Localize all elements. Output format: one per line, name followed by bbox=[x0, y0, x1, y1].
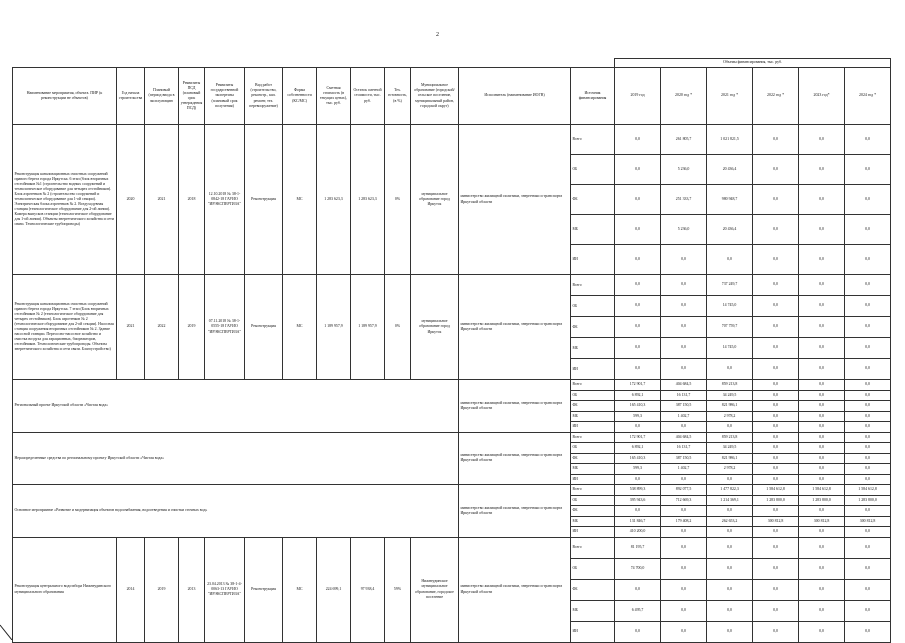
funding-source-cell: Всего bbox=[571, 275, 615, 296]
funding-value-cell: 0,0 bbox=[799, 527, 845, 538]
funding-value-cell: 0,0 bbox=[799, 474, 845, 485]
funding-value-cell: 0,0 bbox=[845, 432, 891, 443]
funding-value-cell: 74 700,0 bbox=[615, 558, 661, 579]
col-header: Исполнитель (наименование ИОГВ) bbox=[459, 68, 571, 125]
funding-value-cell: 300 812,8 bbox=[753, 516, 799, 527]
funding-value-cell: 0,0 bbox=[845, 359, 891, 380]
summary-row bbox=[13, 380, 891, 391]
funding-value-cell: 0,0 bbox=[753, 537, 799, 558]
funding-value-cell: 0,0 bbox=[753, 558, 799, 579]
funding-value-cell: 0,0 bbox=[661, 359, 707, 380]
funding-value-cell: 892 077,5 bbox=[661, 485, 707, 496]
funding-value-cell: 0,0 bbox=[845, 621, 891, 642]
funding-value-cell: 2 978,2 bbox=[707, 411, 753, 422]
funding-value-cell: 1 283 800,0 bbox=[753, 495, 799, 506]
col-header: Тех. готовность, (в %) bbox=[385, 68, 411, 125]
funding-value-cell: 0,0 bbox=[845, 401, 891, 412]
funding-value-cell: 165 410,3 bbox=[615, 401, 661, 412]
funding-value-cell: 1 214 369,1 bbox=[707, 495, 753, 506]
funding-value-cell: 859 213,8 bbox=[707, 380, 753, 391]
funding-value-cell: 0,0 bbox=[615, 215, 661, 245]
funding-value-cell: 0,0 bbox=[753, 579, 799, 600]
funding-value-cell: 2 978,2 bbox=[707, 464, 753, 475]
remaining-cost-cell: 1 283 623,3 bbox=[351, 125, 385, 275]
funding-value-cell: 261 805,7 bbox=[661, 125, 707, 155]
funding-value-cell: 179 408,2 bbox=[661, 516, 707, 527]
funding-value-cell: 34 249,5 bbox=[707, 443, 753, 454]
ownership-cell: МС bbox=[283, 125, 317, 275]
funding-value-cell: 387 150,5 bbox=[661, 401, 707, 412]
funding-value-cell: 0,0 bbox=[845, 474, 891, 485]
funding-source-cell: ФБ bbox=[571, 579, 615, 600]
executor-cell: министерство жилищной политики, энергетики и транспорта Иркутской области bbox=[459, 275, 571, 380]
funding-value-cell: 0,0 bbox=[799, 558, 845, 579]
funding-value-cell: 0,0 bbox=[753, 185, 799, 215]
funding-value-cell: 0,0 bbox=[845, 317, 891, 338]
funding-value-cell: 0,0 bbox=[615, 317, 661, 338]
funding-value-cell: 404 684,5 bbox=[661, 380, 707, 391]
executor-cell: министерство жилищной политики, энергетики и транспорта Иркутской области bbox=[459, 125, 571, 275]
funding-value-cell: 0,0 bbox=[799, 464, 845, 475]
funding-value-cell: 1 021 821,5 bbox=[707, 125, 753, 155]
funding-value-cell: 0,0 bbox=[615, 621, 661, 642]
funding-value-cell: 0,0 bbox=[753, 155, 799, 185]
expertise-cell: 23.04.2013 № 38-1-4-0063-13 ГАУИО "ИРЭКСПЕРТИЗА" bbox=[205, 537, 245, 642]
ownership-cell: МС bbox=[283, 537, 317, 642]
funding-value-cell: 16 131,7 bbox=[661, 443, 707, 454]
funding-value-cell: 0,0 bbox=[845, 275, 891, 296]
funding-value-cell: 6 892,1 bbox=[615, 390, 661, 401]
project-name-cell: Реконструкция канализационных очистных сооружений правого берега города Иркутска. 7 этап (Блок вторичных отстойников № 2 (технологическое оборудование для четырех отстойников). Блок аэротенков № 2 (технологическое оборудование для 2-ой секции). Насосная станция сооружения вторичных отстойников № 2. Здание насосной станции. Пересосно-насосное хозяйство и очистка воздуха для аэрационных, биореакторов, отстойников. Технологические трубопроводы. Объекты энергетического хозяйства и сети связи. Благоустройство) bbox=[13, 275, 117, 380]
year-header: 2021 год * bbox=[707, 68, 753, 125]
funding-value-cell: 0,0 bbox=[707, 422, 753, 433]
funding-value-cell: 0,0 bbox=[799, 453, 845, 464]
funding-source-cell: Всего bbox=[571, 537, 615, 558]
table-row bbox=[13, 537, 891, 558]
funding-value-cell: 0,0 bbox=[753, 390, 799, 401]
psd-cell: 2018 bbox=[179, 125, 205, 275]
funding-value-cell: 0,0 bbox=[753, 527, 799, 538]
funding-source-cell: ИИ bbox=[571, 359, 615, 380]
funding-value-cell: 0,0 bbox=[753, 125, 799, 155]
funding-value-cell: 0,0 bbox=[799, 600, 845, 621]
ownership-cell: МС bbox=[283, 275, 317, 380]
start-year-cell: 2020 bbox=[117, 125, 145, 275]
funding-source-cell: ОБ bbox=[571, 443, 615, 454]
funding-source-cell: ОБ bbox=[571, 495, 615, 506]
funding-value-cell: 599,3 bbox=[615, 464, 661, 475]
funding-value-cell: 0,0 bbox=[753, 453, 799, 464]
funding-value-cell: 34 249,5 bbox=[707, 390, 753, 401]
funding-value-cell: 0,0 bbox=[615, 155, 661, 185]
summary-name-cell: Региональный проект Иркутской области «Чистая вода» bbox=[13, 380, 459, 433]
funding-value-cell: 1 477 822,3 bbox=[707, 485, 753, 496]
funding-value-cell: 0,0 bbox=[799, 380, 845, 391]
funding-value-cell: 0,0 bbox=[661, 474, 707, 485]
executor-cell: министерство жилищной политики, энергетики и транспорта Иркутской области bbox=[459, 380, 571, 433]
funding-value-cell: 172 901,7 bbox=[615, 432, 661, 443]
funding-value-cell: 0,0 bbox=[661, 317, 707, 338]
work-type-cell: Реконструкция bbox=[245, 125, 283, 275]
funding-value-cell: 0,0 bbox=[799, 125, 845, 155]
funding-value-cell: 859 213,8 bbox=[707, 432, 753, 443]
funding-value-cell: 1 584 612,8 bbox=[753, 485, 799, 496]
col-header: Наименование мероприятия, объекта. ПИР (к реконструкции не объектов) bbox=[13, 68, 117, 125]
funding-value-cell: 251 333,7 bbox=[661, 185, 707, 215]
funding-value-cell: 1 584 612,8 bbox=[799, 485, 845, 496]
funding-value-cell: 0,0 bbox=[845, 390, 891, 401]
funding-value-cell: 821 986,1 bbox=[707, 401, 753, 412]
funding-value-cell: 0,0 bbox=[799, 621, 845, 642]
funding-value-cell: 0,0 bbox=[799, 155, 845, 185]
col-header: Остаток сметной стоимости, тыс. руб. bbox=[351, 68, 385, 125]
funding-value-cell: 0,0 bbox=[707, 558, 753, 579]
expertise-cell: 07.11.2018 № 38-1-0555-18 ГАУИО "ИРЭКСПЕРТИЗА" bbox=[205, 275, 245, 380]
funding-value-cell: 81 195,7 bbox=[615, 537, 661, 558]
funding-value-cell: 0,0 bbox=[707, 600, 753, 621]
funding-value-cell: 5 236,0 bbox=[661, 215, 707, 245]
funding-source-cell: МБ bbox=[571, 411, 615, 422]
funding-value-cell: 821 986,1 bbox=[707, 453, 753, 464]
funding-value-cell: 0,0 bbox=[615, 185, 661, 215]
funding-value-cell: 0,0 bbox=[661, 275, 707, 296]
estimated-cost-cell: 1 189 957,9 bbox=[317, 275, 351, 380]
funding-value-cell: 0,0 bbox=[615, 474, 661, 485]
funding-value-cell: 0,0 bbox=[845, 537, 891, 558]
funding-value-cell: 0,0 bbox=[753, 621, 799, 642]
funding-value-cell: 262 653,2 bbox=[707, 516, 753, 527]
funding-value-cell: 0,0 bbox=[799, 579, 845, 600]
funding-value-cell: 0,0 bbox=[799, 359, 845, 380]
funding-value-cell: 0,0 bbox=[615, 245, 661, 275]
funding-value-cell: 0,0 bbox=[845, 125, 891, 155]
work-type-cell: Реконструкция bbox=[245, 275, 283, 380]
funding-value-cell: 1 584 612,8 bbox=[845, 485, 891, 496]
table-row bbox=[13, 275, 891, 296]
funding-value-cell: 0,0 bbox=[845, 579, 891, 600]
funding-value-cell: 0,0 bbox=[799, 432, 845, 443]
municipality-cell: Нижнеудинское муниципальное образование, городское поселение bbox=[411, 537, 459, 642]
funding-source-cell: ИИ bbox=[571, 527, 615, 538]
funding-value-cell: 712 669,3 bbox=[661, 495, 707, 506]
funding-value-cell: 0,0 bbox=[845, 422, 891, 433]
funding-value-cell: 0,0 bbox=[615, 338, 661, 359]
funding-source-cell: Всего bbox=[571, 125, 615, 155]
funding-value-cell: 0,0 bbox=[661, 527, 707, 538]
funding-value-cell: 0,0 bbox=[661, 621, 707, 642]
funding-source-cell: ИИ bbox=[571, 474, 615, 485]
funding-source-cell: МБ bbox=[571, 215, 615, 245]
municipality-cell: муниципальное образование город Иркутск bbox=[411, 125, 459, 275]
funding-value-cell: 0,0 bbox=[707, 245, 753, 275]
table-body bbox=[13, 125, 891, 643]
funding-value-cell: 1 283 800,0 bbox=[845, 495, 891, 506]
funding-value-cell: 707 759,7 bbox=[707, 317, 753, 338]
funding-value-cell: 0,0 bbox=[753, 432, 799, 443]
end-year-cell: 2019 bbox=[145, 537, 179, 642]
funding-value-cell: 395 943,6 bbox=[615, 495, 661, 506]
funding-value-cell: 0,0 bbox=[799, 338, 845, 359]
year-header: 2019 год bbox=[615, 68, 661, 125]
funding-value-cell: 0,0 bbox=[753, 380, 799, 391]
funding-source-cell: ОБ bbox=[571, 558, 615, 579]
funding-value-cell: 0,0 bbox=[753, 401, 799, 412]
funding-value-cell: 0,0 bbox=[661, 422, 707, 433]
funding-value-cell: 0,0 bbox=[845, 411, 891, 422]
funding-value-cell: 0,0 bbox=[661, 600, 707, 621]
funding-value-cell: 6 495,7 bbox=[615, 600, 661, 621]
funding-value-cell: 0,0 bbox=[845, 453, 891, 464]
funding-value-cell: 0,0 bbox=[753, 422, 799, 433]
funding-value-cell: 0,0 bbox=[707, 506, 753, 517]
funding-value-cell: 0,0 bbox=[615, 422, 661, 433]
funding-value-cell: 131 846,7 bbox=[615, 516, 661, 527]
readiness-cell: 0% bbox=[385, 125, 411, 275]
funding-value-cell: 0,0 bbox=[799, 275, 845, 296]
funding-value-cell: 0,0 bbox=[707, 474, 753, 485]
funding-value-cell: 0,0 bbox=[799, 296, 845, 317]
funding-value-cell: 0,0 bbox=[707, 537, 753, 558]
estimated-cost-cell: 224 699,1 bbox=[317, 537, 351, 642]
funding-source-cell: ОБ bbox=[571, 155, 615, 185]
funding-value-cell: 20 436,4 bbox=[707, 215, 753, 245]
funding-value-cell: 0,0 bbox=[845, 443, 891, 454]
funding-source-cell: МБ bbox=[571, 600, 615, 621]
col-header: Муниципальное образование (городской/сельское поселение, муниципальный район, городской округ) bbox=[411, 68, 459, 125]
funding-value-cell: 0,0 bbox=[799, 215, 845, 245]
psd-cell: 2013 bbox=[179, 537, 205, 642]
summary-name-cell: Основное мероприятие «Развитие и модернизация объектов водоснабжения, водоотведения и очистки сточных вод» bbox=[13, 485, 459, 538]
funding-value-cell: 0,0 bbox=[661, 338, 707, 359]
funding-value-cell: 0,0 bbox=[845, 155, 891, 185]
funding-value-cell: 0,0 bbox=[845, 600, 891, 621]
funding-value-cell: 16 131,7 bbox=[661, 390, 707, 401]
funding-value-cell: 0,0 bbox=[661, 506, 707, 517]
scan-corner-mark bbox=[0, 624, 14, 640]
funding-value-cell: 0,0 bbox=[615, 275, 661, 296]
executor-cell: министерство жилищной политики, энергетики и транспорта Иркутской области bbox=[459, 432, 571, 485]
estimated-cost-cell: 1 283 623,3 bbox=[317, 125, 351, 275]
remaining-cost-cell: 97 938,4 bbox=[351, 537, 385, 642]
funding-value-cell: 165 410,3 bbox=[615, 453, 661, 464]
funding-value-cell: 0,0 bbox=[845, 464, 891, 475]
summary-name-cell: Нераспределенные средства по региональному проекту Иркутской области «Чистая вода» bbox=[13, 432, 459, 485]
funding-value-cell: 0,0 bbox=[753, 245, 799, 275]
funding-source-cell: ОБ bbox=[571, 390, 615, 401]
summary-row bbox=[13, 485, 891, 496]
funding-value-cell: 0,0 bbox=[661, 579, 707, 600]
funding-source-cell: ИИ bbox=[571, 621, 615, 642]
start-year-cell: 2021 bbox=[117, 275, 145, 380]
executor-cell: министерство жилищной политики, энергетики и транспорта Иркутской области bbox=[459, 485, 571, 538]
funding-value-cell: 0,0 bbox=[707, 527, 753, 538]
funding-value-cell: 20 436,4 bbox=[707, 155, 753, 185]
funding-value-cell: 0,0 bbox=[799, 317, 845, 338]
col-header: Реквизиты государственной экспертизы (плановый срок получения) bbox=[205, 68, 245, 125]
funding-value-cell: 0,0 bbox=[753, 215, 799, 245]
funding-value-cell: 599,3 bbox=[615, 411, 661, 422]
funding-value-cell: 0,0 bbox=[661, 558, 707, 579]
funding-value-cell: 0,0 bbox=[753, 474, 799, 485]
funding-value-cell: 300 812,8 bbox=[799, 516, 845, 527]
executor-cell: министерство жилищной политики, энергетики и транспорта Иркутской области bbox=[459, 537, 571, 642]
funding-group-header: Объемы финансирования, тыс. руб. bbox=[615, 59, 891, 68]
funding-source-cell: ОБ bbox=[571, 296, 615, 317]
funding-value-cell: 1 283 800,0 bbox=[799, 495, 845, 506]
funding-source-cell: МБ bbox=[571, 338, 615, 359]
funding-value-cell: 0,0 bbox=[799, 185, 845, 215]
funding-value-cell: 0,0 bbox=[661, 537, 707, 558]
funding-source-cell: ИИ bbox=[571, 422, 615, 433]
funding-value-cell: 0,0 bbox=[753, 411, 799, 422]
end-year-cell: 2022 bbox=[145, 275, 179, 380]
funding-source-cell: ФБ bbox=[571, 317, 615, 338]
psd-cell: 2019 bbox=[179, 275, 205, 380]
remaining-cost-cell: 1 189 957,9 bbox=[351, 275, 385, 380]
funding-value-cell: 172 901,7 bbox=[615, 380, 661, 391]
funding-value-cell: 14 745,0 bbox=[707, 296, 753, 317]
funding-value-cell: 0,0 bbox=[615, 579, 661, 600]
funding-source-cell: ИИ bbox=[571, 245, 615, 275]
page-number: 2 bbox=[436, 32, 439, 38]
funding-source-cell: ФБ bbox=[571, 506, 615, 517]
col-header: Сметная стоимость (в текущих ценах), тыс. руб. bbox=[317, 68, 351, 125]
funding-value-cell: 0,0 bbox=[799, 245, 845, 275]
readiness-cell: 0% bbox=[385, 275, 411, 380]
funding-value-cell: 0,0 bbox=[845, 558, 891, 579]
project-name-cell: Реконструкция канализационных очистных сооружений правого берега города Иркутска. 6 этап (блок вторичных отстойников №1 (строительство водных сооружений и технологическое оборудование для четырех отстойников). Блок аэротенков № 2 (строительство сооружений и технологическое оборудование для 1-ой секции). Электрическая блока аэротенков № 2. Воздуходувная станция (технологическое оборудование для 2-ой линии). Камера выпусков станции (технологическое оборудование для 1-ой линии). Объекты энергетического хозяйства и сети связи. Технологические трубопроводы) bbox=[13, 125, 117, 275]
year-header: 2023 год* bbox=[799, 68, 845, 125]
funding-value-cell: 538 899,3 bbox=[615, 485, 661, 496]
funding-value-cell: 980 948,7 bbox=[707, 185, 753, 215]
work-type-cell: Реконструкция bbox=[245, 537, 283, 642]
funding-value-cell: 0,0 bbox=[845, 338, 891, 359]
funding-value-cell: 0,0 bbox=[707, 579, 753, 600]
funding-value-cell: 0,0 bbox=[799, 537, 845, 558]
col-header: Год начала строительства bbox=[117, 68, 145, 125]
header-group-row bbox=[13, 59, 891, 68]
funding-value-cell: 0,0 bbox=[753, 317, 799, 338]
funding-source-cell: ФБ bbox=[571, 453, 615, 464]
funding-value-cell: 0,0 bbox=[753, 443, 799, 454]
funding-value-cell: 0,0 bbox=[845, 185, 891, 215]
funding-value-cell: 404 684,5 bbox=[661, 432, 707, 443]
funding-value-cell: 387 150,5 bbox=[661, 453, 707, 464]
col-header: Вид работ (строительство, реконстр., кап. ремонт, тех. перевооружение) bbox=[245, 68, 283, 125]
year-header: 2024 год * bbox=[845, 68, 891, 125]
col-header: Источник финансирования bbox=[571, 68, 615, 125]
funding-value-cell: 0,0 bbox=[707, 359, 753, 380]
funding-value-cell: 0,0 bbox=[753, 338, 799, 359]
funding-value-cell: 0,0 bbox=[845, 380, 891, 391]
funding-value-cell: 0,0 bbox=[845, 296, 891, 317]
funding-value-cell: 0,0 bbox=[845, 527, 891, 538]
funding-value-cell: 300 812,8 bbox=[845, 516, 891, 527]
col-header: Плановый (период ввода в эксплуатацию bbox=[145, 68, 179, 125]
funding-value-cell: 5 236,0 bbox=[661, 155, 707, 185]
funding-source-cell: ФБ bbox=[571, 185, 615, 215]
funding-value-cell: 0,0 bbox=[753, 296, 799, 317]
expertise-cell: 12.10.2018 № 38-1-0842-18 ГАУИО "ИРЭКСПЕРТИЗА" bbox=[205, 125, 245, 275]
funding-value-cell: 0,0 bbox=[799, 411, 845, 422]
funding-value-cell: 0,0 bbox=[753, 600, 799, 621]
col-header: Форма собственности (КС/МС) bbox=[283, 68, 317, 125]
funding-value-cell: 0,0 bbox=[845, 506, 891, 517]
funding-value-cell: 0,0 bbox=[661, 296, 707, 317]
project-name-cell: Реконструкция центрального водозабора Нижнеудинского муниципального образования bbox=[13, 537, 117, 642]
funding-value-cell: 0,0 bbox=[753, 506, 799, 517]
funding-value-cell: 0,0 bbox=[615, 506, 661, 517]
funding-value-cell: 0,0 bbox=[753, 464, 799, 475]
funding-value-cell: 1 402,7 bbox=[661, 464, 707, 475]
funding-table bbox=[12, 58, 891, 643]
start-year-cell: 2014 bbox=[117, 537, 145, 642]
funding-value-cell: 14 745,0 bbox=[707, 338, 753, 359]
funding-source-cell: ФБ bbox=[571, 401, 615, 412]
year-header: 2022 год * bbox=[753, 68, 799, 125]
funding-source-cell: Всего bbox=[571, 432, 615, 443]
funding-value-cell: 1 402,7 bbox=[661, 411, 707, 422]
readiness-cell: 59% bbox=[385, 537, 411, 642]
municipality-cell: муниципальное образование город Иркутск bbox=[411, 275, 459, 380]
summary-row bbox=[13, 432, 891, 443]
funding-value-cell: 0,0 bbox=[799, 422, 845, 433]
funding-value-cell: 410 200,0 bbox=[615, 527, 661, 538]
funding-value-cell: 0,0 bbox=[845, 245, 891, 275]
header-row bbox=[13, 68, 891, 125]
table-row bbox=[13, 125, 891, 155]
end-year-cell: 2021 bbox=[145, 125, 179, 275]
funding-value-cell: 0,0 bbox=[661, 245, 707, 275]
funding-source-cell: МБ bbox=[571, 516, 615, 527]
funding-value-cell: 0,0 bbox=[615, 296, 661, 317]
funding-value-cell: 0,0 bbox=[753, 275, 799, 296]
funding-source-cell: МБ bbox=[571, 464, 615, 475]
funding-value-cell: 0,0 bbox=[707, 621, 753, 642]
funding-source-cell: Всего bbox=[571, 380, 615, 391]
funding-value-cell: 0,0 bbox=[845, 215, 891, 245]
funding-value-cell: 0,0 bbox=[799, 390, 845, 401]
funding-value-cell: 0,0 bbox=[753, 359, 799, 380]
funding-value-cell: 6 892,1 bbox=[615, 443, 661, 454]
funding-value-cell: 737 249,7 bbox=[707, 275, 753, 296]
funding-value-cell: 0,0 bbox=[615, 359, 661, 380]
funding-value-cell: 0,0 bbox=[799, 506, 845, 517]
funding-value-cell: 0,0 bbox=[615, 125, 661, 155]
funding-source-cell: Всего bbox=[571, 485, 615, 496]
funding-value-cell: 0,0 bbox=[799, 443, 845, 454]
funding-value-cell: 0,0 bbox=[799, 401, 845, 412]
col-header: Реквизиты ПСД (плановый срок утверждения ПСД) bbox=[179, 68, 205, 125]
year-header: 2020 год * bbox=[661, 68, 707, 125]
